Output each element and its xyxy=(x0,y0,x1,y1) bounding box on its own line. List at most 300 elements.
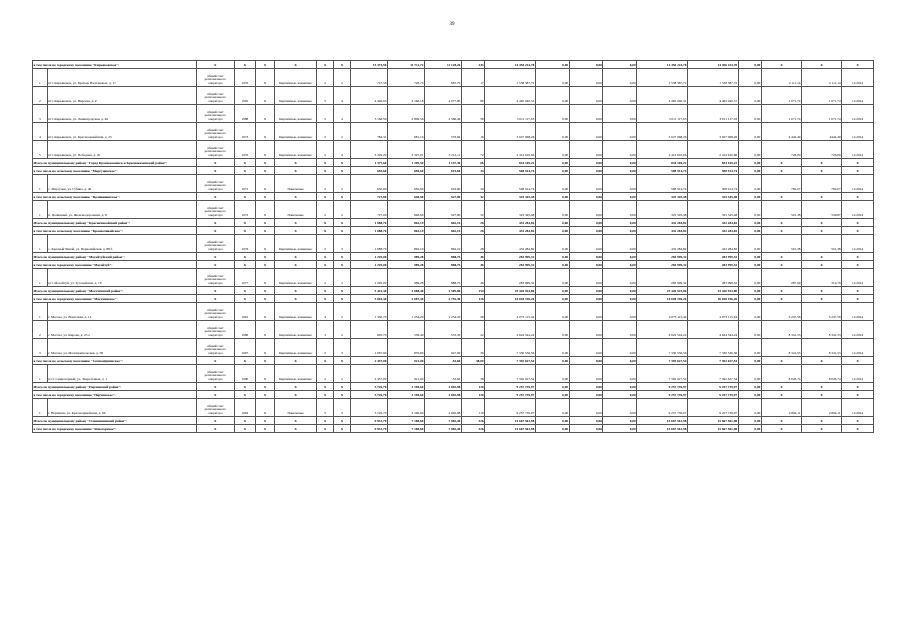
cell-col-8: 2 xyxy=(334,321,351,339)
cell-col-5: X xyxy=(255,417,274,425)
cell-col-11: 2 692,98 xyxy=(424,399,461,417)
cell-col-20: X xyxy=(761,391,801,399)
cell-col-12: 34 xyxy=(461,175,484,193)
cell-col-14: 0,00 xyxy=(535,193,569,201)
cell-col-5: X xyxy=(255,339,274,357)
cell-col-22: 12.2024 xyxy=(842,141,874,159)
cell-col-16: 0,00 xyxy=(603,261,637,269)
cell-col-18: 23 420 923,80 xyxy=(687,287,738,295)
cell-col-18: 15 667 561,98 xyxy=(687,425,738,433)
address-cell: пгт. Кирьяковск, ул. Братьев Васильевых, д. 17 xyxy=(47,69,196,87)
cell-col-16: 0,00 xyxy=(603,339,637,357)
cell-col-15: 0,00 xyxy=(569,201,603,219)
cell-col-4: X xyxy=(234,391,255,399)
cell-col-16: 0,00 xyxy=(603,399,637,417)
cell-col-7: 2 xyxy=(317,269,334,287)
cell-col-3: X xyxy=(196,425,234,433)
row-number: 1 xyxy=(33,69,48,87)
cell-col-21: X xyxy=(801,261,841,269)
cell-col-3: общий счет регионального оператора xyxy=(196,87,234,105)
summary-label: в том числе по городскому поселению "Могойтуй": xyxy=(33,261,197,269)
cell-col-4: 1995 xyxy=(234,87,255,105)
cell-col-13: 4 465 040,31 xyxy=(485,87,536,105)
cell-col-22: 12.2024 xyxy=(842,123,874,141)
summary-row xyxy=(33,219,874,227)
capital-repair-table xyxy=(32,60,874,433)
cell-col-13: 283 999,32 xyxy=(485,253,536,261)
cell-col-21: X xyxy=(801,159,841,167)
cell-col-10: 728,70 xyxy=(387,69,424,87)
cell-col-20: X xyxy=(761,227,801,235)
cell-col-15: 0,00 xyxy=(569,391,603,399)
cell-col-10: 862,19 xyxy=(387,235,424,253)
cell-col-19: 0,00 xyxy=(738,417,761,425)
cell-col-11: 2 692,98 xyxy=(424,383,461,391)
cell-col-7: X xyxy=(317,357,334,365)
cell-col-4: 1961 xyxy=(234,303,255,321)
cell-col-13: 4 073 115,44 xyxy=(485,303,536,321)
cell-col-17: 325 345,48 xyxy=(637,201,688,219)
cell-col-5: X xyxy=(255,269,274,287)
address-cell: п. Целинный, ул. Железнодорожная, д. 8 xyxy=(47,201,196,219)
cell-col-15: 0,00 xyxy=(569,141,603,159)
cell-col-18: 14 456 224,78 xyxy=(687,61,738,69)
cell-col-6: X xyxy=(274,383,316,391)
cell-col-21: 2 894,11 xyxy=(801,399,841,417)
cell-col-4: 1997 xyxy=(234,339,255,357)
address-cell: пгт. Кирьяковск, ул. Победная, д. 45 xyxy=(47,141,196,159)
cell-col-20: X xyxy=(761,253,801,261)
cell-col-8: X xyxy=(334,261,351,269)
cell-col-18: 834 169,22 xyxy=(687,159,738,167)
cell-col-9: 1 220,00 xyxy=(350,261,387,269)
cell-col-16: 0,00 xyxy=(603,391,637,399)
cell-col-8: 2 xyxy=(334,303,351,321)
cell-col-19: 0,00 xyxy=(738,295,761,303)
cell-col-22: X xyxy=(842,357,874,365)
cell-col-10: 3 190,60 xyxy=(387,383,424,391)
summary-row xyxy=(33,287,874,295)
cell-col-18: 7 392 627,54 xyxy=(687,365,738,383)
cell-col-16: 0,00 xyxy=(603,295,637,303)
cell-col-13: 7 330 536,56 xyxy=(485,339,536,357)
cell-col-22: X xyxy=(842,253,874,261)
cell-col-18: 1 538 387,72 xyxy=(687,69,738,87)
cell-col-7: X xyxy=(317,159,334,167)
cell-col-19: 0,00 xyxy=(738,141,761,159)
building-row xyxy=(33,123,874,141)
row-number: 3 xyxy=(33,339,48,357)
cell-col-14: 0,00 xyxy=(535,227,569,235)
cell-col-4: X xyxy=(234,219,255,227)
cell-col-3: X xyxy=(196,357,234,365)
summary-row xyxy=(33,159,874,167)
cell-col-19: 0,00 xyxy=(738,61,761,69)
cell-col-9: 3 726,70 xyxy=(350,399,387,417)
cell-col-8: 3 xyxy=(334,339,351,357)
summary-label: в том числе по городскому поселению "Ясногорское": xyxy=(33,425,197,433)
cell-col-9: 3 004,30 xyxy=(350,295,387,303)
cell-col-6: Панельные xyxy=(274,201,316,219)
cell-col-3: общий счет регионального оператора xyxy=(196,141,234,159)
cell-col-21: 1 071,74 xyxy=(801,87,841,105)
cell-col-21: X xyxy=(801,219,841,227)
row-number: 1 xyxy=(33,235,48,253)
cell-col-17: 23 420 923,80 xyxy=(637,287,688,295)
cell-col-9: 1 088,70 xyxy=(350,227,387,235)
cell-col-22: 12.2024 xyxy=(842,235,874,253)
cell-col-16: 0,00 xyxy=(603,193,637,201)
cell-col-10: 989,28 xyxy=(387,261,424,269)
cell-col-4: 1988 xyxy=(234,105,255,123)
address-cell: г. Могоча, ул. Кирова, д. 23 а xyxy=(47,321,196,339)
cell-col-10: 989,28 xyxy=(387,253,424,261)
cell-col-9: 727,00 xyxy=(350,201,387,219)
cell-col-3: X xyxy=(196,61,234,69)
cell-col-6: Кирпичные, каменные xyxy=(274,141,316,159)
cell-col-8: 4 xyxy=(334,87,351,105)
cell-col-12: 326 xyxy=(461,417,484,425)
cell-col-22: 12.2024 xyxy=(842,105,874,123)
cell-col-12: 154 xyxy=(461,287,484,295)
cell-col-6: Панельные xyxy=(274,399,316,417)
cell-col-18: 9 257 739,97 xyxy=(687,391,738,399)
cell-col-16: 0,00 xyxy=(603,303,637,321)
cell-col-5: X xyxy=(255,321,274,339)
cell-col-15: 0,00 xyxy=(569,399,603,417)
cell-col-20: X xyxy=(761,383,801,391)
cell-col-10: 921,00 xyxy=(387,357,424,365)
cell-col-13: 16 028 196,26 xyxy=(485,295,536,303)
cell-col-10: 862,19 xyxy=(387,227,424,235)
cell-col-15: 0,00 xyxy=(569,167,603,175)
cell-col-17: 834 169,22 xyxy=(637,159,688,167)
cell-col-8: 3 xyxy=(334,235,351,253)
cell-col-8: X xyxy=(334,357,351,365)
address-cell: пгт. Могойтуй, ул. Зугалайская, д. 16 xyxy=(47,269,196,287)
cell-col-15: 0,00 xyxy=(569,69,603,87)
cell-col-5: X xyxy=(255,425,274,433)
building-row xyxy=(33,87,874,105)
cell-col-13: 1 538 387,72 xyxy=(485,69,536,87)
cell-col-8: X xyxy=(334,227,351,235)
cell-col-4: X xyxy=(234,227,255,235)
cell-col-9: 3 726,70 xyxy=(350,383,387,391)
cell-col-15: 0,00 xyxy=(569,295,603,303)
cell-col-14: 0,00 xyxy=(535,261,569,269)
cell-col-9: 5 441,30 xyxy=(350,287,387,295)
cell-col-17: 7 330 536,56 xyxy=(637,339,688,357)
cell-col-17: 325 345,48 xyxy=(637,193,688,201)
cell-col-19: 0,00 xyxy=(738,219,761,227)
cell-col-14: 0,00 xyxy=(535,339,569,357)
cell-col-3: общий счет регионального оператора xyxy=(196,321,234,339)
cell-col-5: X xyxy=(255,219,274,227)
cell-col-12: 80 xyxy=(461,87,484,105)
cell-col-20: 2 111,14 xyxy=(761,69,801,87)
cell-col-13: 432 284,82 xyxy=(485,219,536,227)
summary-row xyxy=(33,383,874,391)
cell-col-8: X xyxy=(334,295,351,303)
cell-col-9: 1 088,70 xyxy=(350,235,387,253)
cell-col-19: 0,00 xyxy=(738,383,761,391)
cell-col-6: X xyxy=(274,193,316,201)
cell-col-13: 2 414 610,66 xyxy=(485,141,536,159)
cell-col-17: 15 667 561,98 xyxy=(637,417,688,425)
cell-col-13: 834 169,22 xyxy=(485,159,536,167)
cell-col-7: X xyxy=(317,253,334,261)
cell-col-22: 12.2024 xyxy=(842,339,874,357)
cell-col-11: 947,90 xyxy=(424,339,461,357)
cell-col-19: 0,00 xyxy=(738,399,761,417)
cell-col-22: X xyxy=(842,193,874,201)
cell-col-3: X xyxy=(196,287,234,295)
cell-col-22: 12.2024 xyxy=(842,399,874,417)
summary-row xyxy=(33,193,874,201)
cell-col-15: 0,00 xyxy=(569,227,603,235)
cell-col-10: 648,90 xyxy=(387,201,424,219)
cell-col-6: Кирпичные, каменные xyxy=(274,269,316,287)
cell-col-16: 0,00 xyxy=(603,253,637,261)
summary-label: в том числе по сельскому поселению "Красночикойское": xyxy=(33,227,197,235)
cell-col-14: 0,00 xyxy=(535,105,569,123)
cell-col-12: 58 xyxy=(461,105,484,123)
cell-col-19: 0,00 xyxy=(738,357,761,365)
cell-col-3: X xyxy=(196,167,234,175)
cell-col-19: 0,00 xyxy=(738,339,761,357)
cell-col-14: 0,00 xyxy=(535,321,569,339)
cell-col-14: 0,00 xyxy=(535,159,569,167)
cell-col-6: Кирпичные, каменные xyxy=(274,105,316,123)
cell-col-11: 862,19 xyxy=(424,219,461,227)
cell-col-16: 0,00 xyxy=(603,69,637,87)
building-row xyxy=(33,175,874,193)
cell-col-6: X xyxy=(274,227,316,235)
cell-col-9: 1 377,60 xyxy=(350,159,387,167)
cell-col-11: 619,60 xyxy=(424,167,461,175)
cell-col-5: X xyxy=(255,383,274,391)
building-row xyxy=(33,399,874,417)
cell-col-19: 0,00 xyxy=(738,321,761,339)
cell-col-3: общий счет регионального оператора xyxy=(196,339,234,357)
cell-col-11: 888,75 xyxy=(424,261,461,269)
cell-col-15: 0,00 xyxy=(569,61,603,69)
cell-col-6: X xyxy=(274,287,316,295)
cell-col-13: 15 667 561,98 xyxy=(485,425,536,433)
cell-col-9: 727,00 xyxy=(350,193,387,201)
cell-col-4: X xyxy=(234,417,255,425)
cell-col-14: 0,00 xyxy=(535,61,569,69)
row-number: 1 xyxy=(33,399,48,417)
cell-col-20: 726,00 xyxy=(761,141,801,159)
cell-col-20: 2 894,11 xyxy=(761,399,801,417)
summary-label: Итого по муниципальному району "Могочинский район": xyxy=(33,287,197,295)
summary-label: в том числе по сельскому поселению "Семиозёрнинское": xyxy=(33,357,197,365)
cell-col-7: 5 xyxy=(317,87,334,105)
cell-col-8: X xyxy=(334,425,351,433)
cell-col-20: X xyxy=(761,219,801,227)
cell-col-12: 110 xyxy=(461,399,484,417)
cell-col-20: X xyxy=(761,159,801,167)
cell-col-9: 4 346,05 xyxy=(350,87,387,105)
cell-col-18: 4 073 115,44 xyxy=(687,303,738,321)
cell-col-5: X xyxy=(255,303,274,321)
cell-col-15: 0,00 xyxy=(569,253,603,261)
cell-col-22: X xyxy=(842,219,874,227)
cell-col-5: X xyxy=(255,201,274,219)
cell-col-20: 4 442,49 xyxy=(761,123,801,141)
cell-col-4: X xyxy=(234,425,255,433)
cell-col-13: 325 345,48 xyxy=(485,201,536,219)
cell-col-11: 4 077,85 xyxy=(424,87,461,105)
cell-col-9: 1 220,00 xyxy=(350,269,387,287)
cell-col-17: 7 392 627,54 xyxy=(637,365,688,383)
cell-col-9: 784,31 xyxy=(350,123,387,141)
cell-col-19: 0,00 xyxy=(738,159,761,167)
cell-col-9: 1 330,70 xyxy=(350,303,387,321)
cell-col-21: X xyxy=(801,425,841,433)
cell-col-3: общий счет регионального оператора xyxy=(196,69,234,87)
cell-col-5: X xyxy=(255,399,274,417)
cell-col-22: 12.2024 xyxy=(842,321,874,339)
cell-col-13: 7 392 627,54 xyxy=(485,365,536,383)
cell-col-20: 8 341,53 xyxy=(761,339,801,357)
cell-col-16: 0,00 xyxy=(603,287,637,295)
address-cell: с. Маргуцек, ул. Губина, д. 46 xyxy=(47,175,196,193)
cell-col-19: 0,00 xyxy=(738,201,761,219)
cell-col-12: 66 xyxy=(461,159,484,167)
cell-col-4: X xyxy=(234,193,255,201)
cell-col-10: 7 180,60 xyxy=(387,425,424,433)
cell-col-14: 0,00 xyxy=(535,391,569,399)
cell-col-6: X xyxy=(274,261,316,269)
cell-col-10: 4 166,18 xyxy=(387,87,424,105)
cell-col-3: общий счет регионального оператора xyxy=(196,123,234,141)
cell-col-21: X xyxy=(801,391,841,399)
cell-col-18: 3 027 068,26 xyxy=(687,123,738,141)
cell-col-10: 3 190,60 xyxy=(387,399,424,417)
row-number: 4 xyxy=(33,123,48,141)
cell-col-21: X xyxy=(801,193,841,201)
cell-col-22: X xyxy=(842,159,874,167)
cell-col-14: 0,00 xyxy=(535,69,569,87)
cell-col-21: 501,38 xyxy=(801,235,841,253)
cell-col-8: 4 xyxy=(334,141,351,159)
cell-col-17: 9 257 739,97 xyxy=(637,383,688,391)
cell-col-7: X xyxy=(317,295,334,303)
cell-col-6: X xyxy=(274,295,316,303)
address-cell: п/ст. Семиозерный, ул. Энергетиков, д. 1 xyxy=(47,365,196,383)
cell-col-14: 0,00 xyxy=(535,141,569,159)
cell-col-6: Кирпичные, каменные xyxy=(274,321,316,339)
cell-col-14: 0,00 xyxy=(535,269,569,287)
cell-col-22: X xyxy=(842,287,874,295)
cell-col-11: 553,30 xyxy=(424,321,461,339)
cell-col-13: 325 345,48 xyxy=(485,193,536,201)
cell-col-19: 0,00 xyxy=(738,303,761,321)
cell-col-19: 0,00 xyxy=(738,167,761,175)
building-row xyxy=(33,339,874,357)
cell-col-17: 15 667 561,98 xyxy=(637,425,688,433)
building-row xyxy=(33,105,874,123)
cell-col-18: 9 257 739,97 xyxy=(687,399,738,417)
cell-col-17: 4 073 115,44 xyxy=(637,303,688,321)
cell-col-8: X xyxy=(334,253,351,261)
cell-col-12: 46 xyxy=(461,261,484,269)
cell-col-12: 46 xyxy=(461,269,484,287)
cell-col-6: Кирпичные, каменные xyxy=(274,235,316,253)
cell-col-8: 2 xyxy=(334,69,351,87)
summary-label: в том числе по городскому поселению "Могочинское": xyxy=(33,295,197,303)
cell-col-12: 38 xyxy=(461,365,484,383)
cell-col-5: X xyxy=(255,227,274,235)
cell-col-11: 862,19 xyxy=(424,235,461,253)
cell-col-17: 4 465 040,31 xyxy=(637,87,688,105)
cell-col-18: 508 914,74 xyxy=(687,167,738,175)
cell-col-4: X xyxy=(234,357,255,365)
cell-col-19: 0,00 xyxy=(738,69,761,87)
cell-col-22: 12.2024 xyxy=(842,69,874,87)
cell-col-5: X xyxy=(255,357,274,365)
cell-col-16: 0,00 xyxy=(603,219,637,227)
cell-col-11: 2 509,80 xyxy=(424,287,461,295)
row-number: 1 xyxy=(33,201,48,219)
cell-col-6: X xyxy=(274,253,316,261)
cell-col-21: X xyxy=(801,167,841,175)
cell-col-20: X xyxy=(761,295,801,303)
cell-col-13: 23 420 923,80 xyxy=(485,287,536,295)
cell-col-19: 0,00 xyxy=(738,227,761,235)
row-number: 2 xyxy=(33,87,48,105)
cell-col-21: X xyxy=(801,417,841,425)
cell-col-7: 2 xyxy=(317,175,334,193)
cell-col-8: X xyxy=(334,219,351,227)
summary-row xyxy=(33,167,874,175)
cell-col-16: 0,00 xyxy=(603,227,637,235)
row-number: 2 xyxy=(33,321,48,339)
cell-col-17: 432 284,82 xyxy=(637,219,688,227)
cell-col-17: 7 392 627,54 xyxy=(637,357,688,365)
cell-col-3: X xyxy=(196,391,234,399)
cell-col-9: 3 726,70 xyxy=(350,391,387,399)
cell-col-4: X xyxy=(234,61,255,69)
cell-col-8: X xyxy=(334,391,351,399)
cell-col-7: X xyxy=(317,425,334,433)
cell-col-18: 325 345,48 xyxy=(687,193,738,201)
cell-col-12: 32 xyxy=(461,193,484,201)
cell-col-20: 1 071,74 xyxy=(761,87,801,105)
cell-col-4: 1977 xyxy=(234,269,255,287)
cell-col-12: 46 xyxy=(461,253,484,261)
cell-col-17: 508 914,74 xyxy=(637,167,688,175)
cell-col-15: 0,00 xyxy=(569,303,603,321)
cell-col-21: 726,00 xyxy=(801,141,841,159)
summary-row xyxy=(33,357,874,365)
cell-col-5: X xyxy=(255,167,274,175)
cell-col-20: 8 341,53 xyxy=(761,321,801,339)
cell-col-16: 0,00 xyxy=(603,321,637,339)
row-number: 1 xyxy=(33,365,48,383)
cell-col-3: X xyxy=(196,253,234,261)
cell-col-17: 4 624 544,24 xyxy=(637,321,688,339)
cell-col-15: 0,00 xyxy=(569,123,603,141)
cell-col-7: X xyxy=(317,261,334,269)
cell-col-7: X xyxy=(317,227,334,235)
address-cell: пгт. Кирьяковск, ул. Вирская, д. 2 xyxy=(47,87,196,105)
row-number: 1 xyxy=(33,175,48,193)
cell-col-22: 12.2024 xyxy=(842,269,874,287)
cell-col-20: X xyxy=(761,167,801,175)
